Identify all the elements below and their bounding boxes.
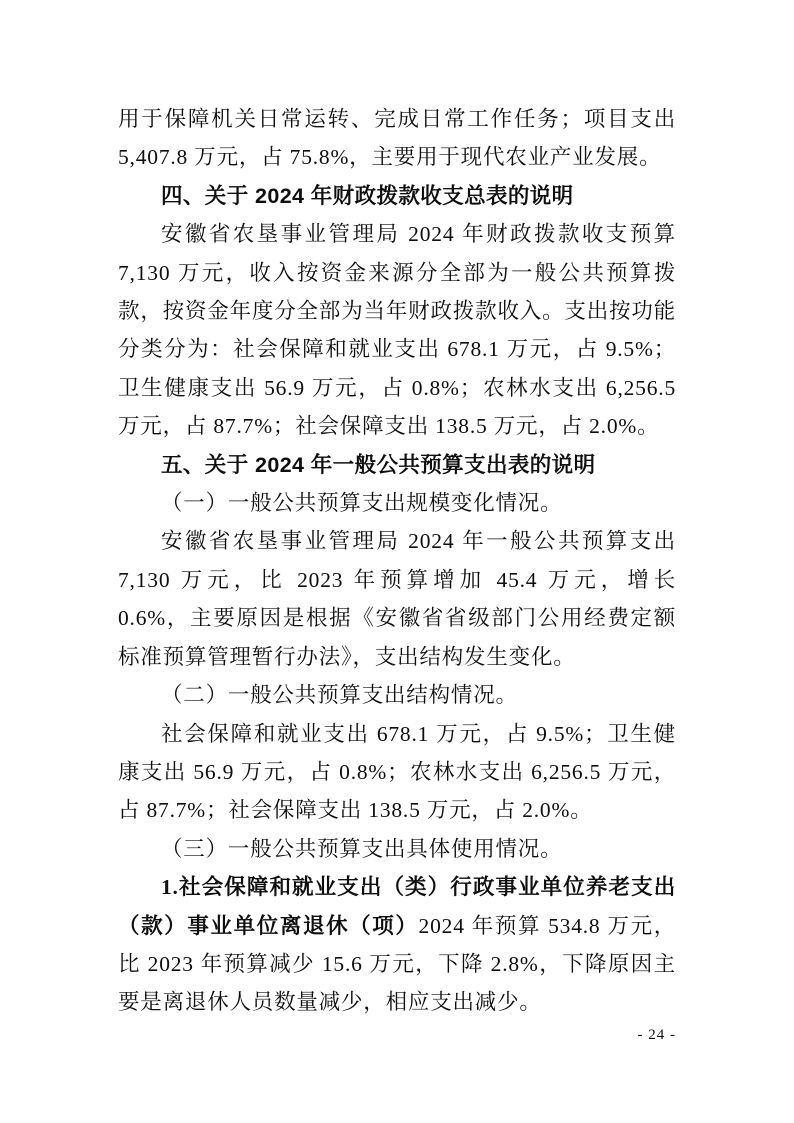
section-heading-5: 五、关于 2024 年一般公共预算支出表的说明 (161, 452, 596, 477)
paragraph-item-1 (118, 868, 676, 1022)
section-heading-4: 四、关于 2024 年财政拨款收支总表的说明 (161, 183, 574, 208)
paragraph-continuation: 用于保障机关日常运转、完成日常工作任务；项目支出 5,407.8 万元，占 75.8%，主要用于现代农业产业发展。 (118, 107, 676, 170)
page-number: - 24 - (637, 1027, 676, 1043)
paragraph-subsection-1-body: 安徽省农垦事业管理局 2024 年一般公共预算支出 7,130 万元，比 2023 年预算增加 45.4 万元，增长 0.6%，主要原因是根据《安徽省省级部门公用经费定额标准预算管理暂行办法》，支出结构发生变化。 (118, 529, 676, 669)
document-body (118, 100, 676, 1022)
paragraph-section4-body: 安徽省农垦事业管理局 2024 年财政拨款收支预算 7,130 万元，收入按资金来源分全部为一般公共预算拨款，按资金年度分全部为当年财政拨款收入。支出按功能分类分为：社会保障和就业支出 678.1 万元，占 9.5%；卫生健康支出 56.9 万元，占 0.8%；农林水支出 6,256.5 万元，占 87.7%；社会保障支出 138.5 万元，占 2.0%。 (118, 222, 676, 439)
subsection-1-title: （一）一般公共预算支出规模变化情况。 (161, 491, 563, 516)
paragraph-subsection-2-body: 社会保障和就业支出 678.1 万元，占 9.5%；卫生健康支出 56.9 万元，占 0.8%；农林水支出 6,256.5 万元，占 87.7%；社会保障支出 138.5 万元，占 2.0%。 (118, 721, 676, 823)
item-1-rest: 2024 年预算 534.8 万元，比 2023 年预算减少 15.6 万元，下降 2.8%，下降原因主要是离退休人员数量减少，相应支出减少。 (118, 913, 676, 1015)
subsection-3-title: （三）一般公共预算支出具体使用情况。 (161, 836, 563, 861)
item-1-bold-lead: 1.社会保障和就业支出（类）行政事业单位养老支出（款）事业单位离退休（项） (118, 875, 676, 938)
subsection-2-title: （二）一般公共预算支出结构情况。 (161, 683, 518, 708)
